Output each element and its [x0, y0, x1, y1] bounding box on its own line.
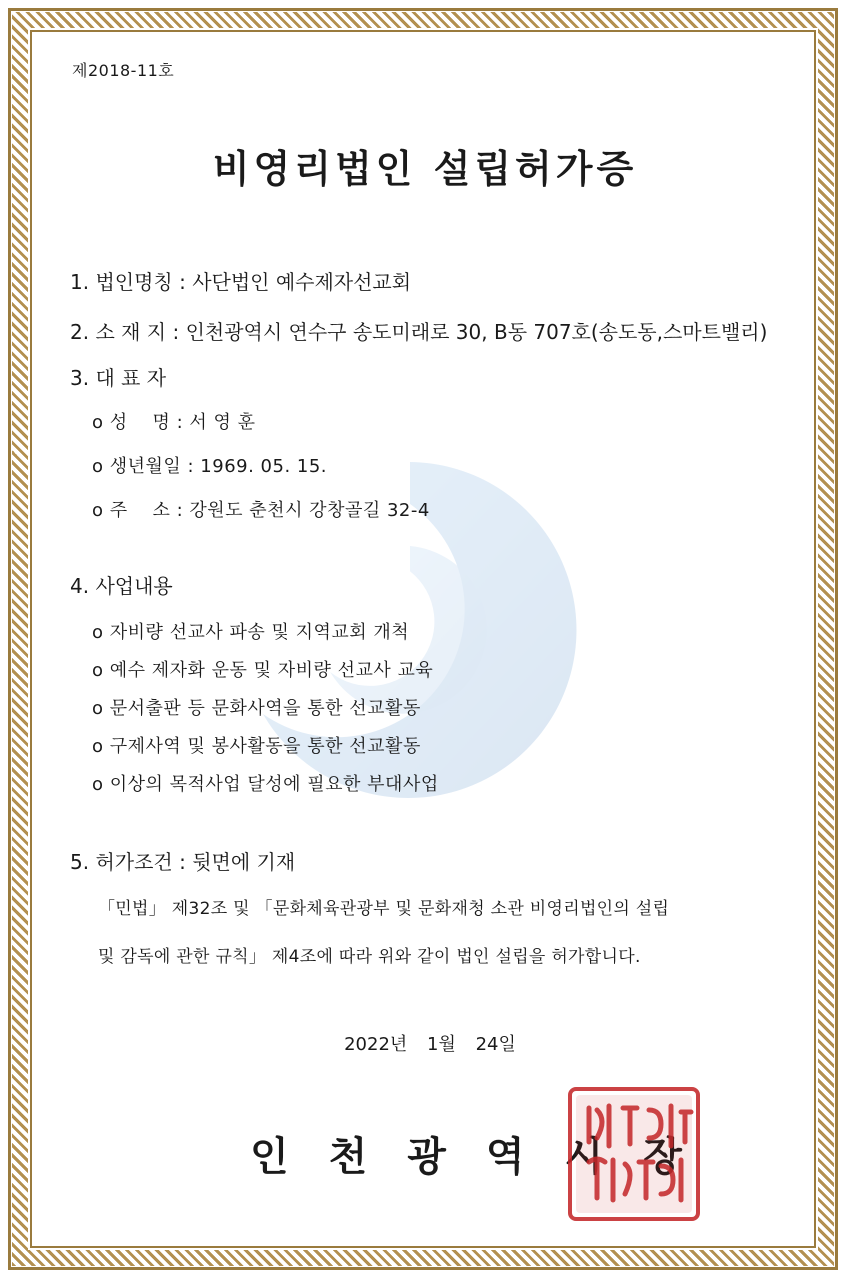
- sub-label: o 주 소 :: [92, 500, 190, 521]
- item-value: 사단법인 예수제자선교회: [192, 270, 412, 294]
- statement-line-1: 「민법」 제32조 및 「문화체육관광부 및 문화재청 소관 비영리법인의 설립: [98, 899, 670, 919]
- sub-value: 강원도 춘천시 강창골길 32-4: [189, 500, 430, 521]
- item-value: 인천광역시 연수구 송도미래로 30, B동 707호(송도동,스마트밸리): [185, 320, 768, 344]
- item-location: [70, 316, 767, 345]
- issue-date: 2022년 1월 24일: [344, 1034, 516, 1055]
- issuer-name: 인천광역시장: [250, 1133, 722, 1180]
- item-label: 4. 사업내용: [70, 574, 173, 598]
- business-line: o 예수 제자화 운동 및 자비량 선교사 교육: [92, 660, 434, 681]
- item-condition: [70, 846, 295, 875]
- sub-label: o 생년월일 :: [92, 456, 201, 477]
- document-title: 비영리법인 설립허가증: [212, 147, 638, 191]
- item-label: 3. 대 표 자: [70, 366, 167, 390]
- item-business: [70, 570, 173, 599]
- official-seal: [567, 1086, 701, 1222]
- document-number: 제2018-11호: [72, 61, 175, 80]
- item-label: 1. 법인명칭 :: [70, 270, 193, 294]
- item-label: 2. 소 재 지 :: [70, 320, 186, 344]
- statement-line-2: 및 감독에 관한 규칙」 제4조에 따라 위와 같이 법인 설립을 허가합니다.: [98, 947, 641, 967]
- rep-address: [92, 496, 430, 522]
- item-representative: [70, 362, 166, 391]
- business-line: o 구제사역 및 봉사활동을 통한 선교활동: [92, 736, 421, 757]
- business-line: o 자비량 선교사 파송 및 지역교회 개척: [92, 622, 410, 643]
- sub-value: 1969. 05. 15.: [200, 456, 328, 477]
- item-value: 뒷면에 기재: [192, 850, 296, 874]
- sub-value: 서 영 훈: [189, 412, 256, 433]
- rep-birthdate: [92, 452, 327, 478]
- item-corp-name: [70, 266, 411, 295]
- sub-label: o 성 명 :: [92, 412, 190, 433]
- item-label: 5. 허가조건 :: [70, 850, 193, 874]
- business-line: o 문서출판 등 문화사역을 통한 선교활동: [92, 698, 421, 719]
- rep-name: [92, 408, 256, 434]
- business-line: o 이상의 목적사업 달성에 필요한 부대사업: [92, 774, 439, 795]
